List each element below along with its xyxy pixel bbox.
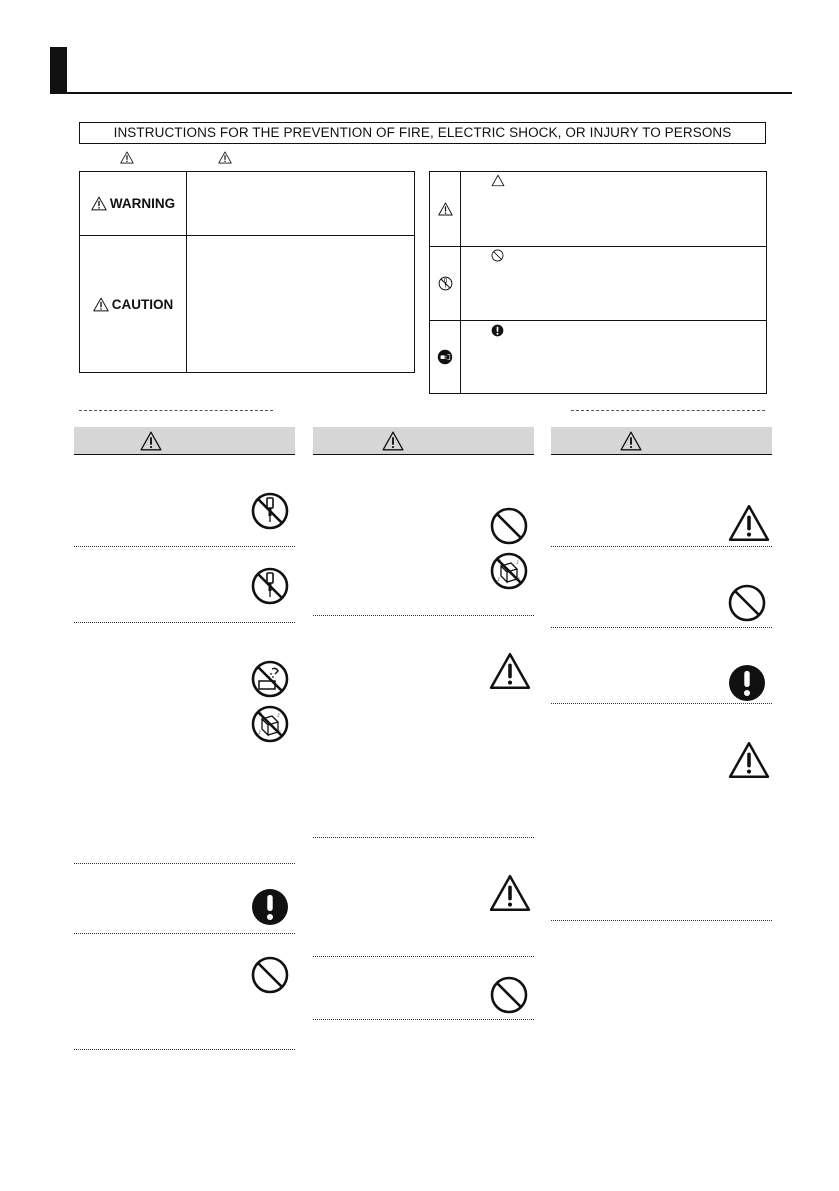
header-rule — [50, 92, 792, 94]
no-disassemble-icon — [438, 276, 453, 291]
warning-icon — [140, 431, 162, 451]
warning-icon — [218, 151, 232, 164]
warning-triangle-icon — [438, 202, 453, 216]
warning-label — [80, 172, 186, 235]
row-divider — [313, 956, 534, 957]
symbol-row-prohibit — [430, 247, 460, 320]
symbol-row-mandatory — [430, 321, 460, 393]
dashed-divider-right — [571, 410, 765, 411]
warning-icon — [620, 431, 642, 451]
row-divider — [74, 863, 295, 864]
label-table — [79, 171, 415, 373]
column-header-3 — [551, 427, 772, 455]
no-disassemble-icon — [250, 491, 290, 531]
warning-triangle-icon — [489, 652, 531, 690]
symbol-row-attention — [430, 172, 460, 246]
warning-icon — [120, 151, 134, 164]
row-divider — [74, 1049, 295, 1050]
prohibition-icon — [727, 583, 767, 623]
warning-icon — [382, 431, 404, 451]
no-liquid-icon — [250, 704, 290, 744]
unplug-icon — [437, 349, 453, 365]
prohibition-icon — [489, 506, 529, 546]
row-divider — [74, 933, 295, 934]
row-divider — [313, 837, 534, 838]
warning-triangle-icon — [728, 741, 770, 779]
row-divider — [551, 920, 772, 921]
column-header-2 — [313, 427, 534, 455]
prohibition-icon — [491, 249, 504, 262]
no-liquid-icon — [489, 551, 529, 591]
symbol-table — [429, 171, 767, 394]
row-divider — [551, 546, 772, 547]
column-header-1 — [74, 427, 295, 455]
mandatory-dot-icon — [491, 324, 504, 337]
row-divider — [551, 627, 772, 628]
row-divider — [313, 615, 534, 616]
warning-label-text: WARNING — [109, 196, 176, 211]
mandatory-icon — [727, 663, 767, 703]
instructions-banner: INSTRUCTIONS FOR THE PREVENTION OF FIRE, ELECTRIC SHOCK, OR INJURY TO PERSONS — [79, 122, 766, 144]
dashed-divider-left — [79, 410, 273, 411]
warning-icon — [91, 196, 107, 211]
row-divider — [74, 622, 295, 623]
row-divider — [313, 1019, 534, 1020]
prohibition-icon — [489, 975, 529, 1015]
prohibition-icon — [250, 955, 290, 995]
warning-triangle-icon — [728, 504, 770, 542]
warning-triangle-icon — [489, 874, 531, 912]
row-divider — [551, 703, 772, 704]
row-divider — [74, 546, 295, 547]
header-block — [50, 47, 67, 93]
no-shower-icon — [250, 659, 290, 699]
caution-label-text: CAUTION — [111, 296, 174, 312]
no-disassemble-icon — [250, 566, 290, 606]
mandatory-icon — [250, 887, 290, 927]
triangle-outline-icon — [491, 174, 505, 187]
warning-icon — [93, 297, 109, 312]
caution-label — [80, 236, 186, 372]
